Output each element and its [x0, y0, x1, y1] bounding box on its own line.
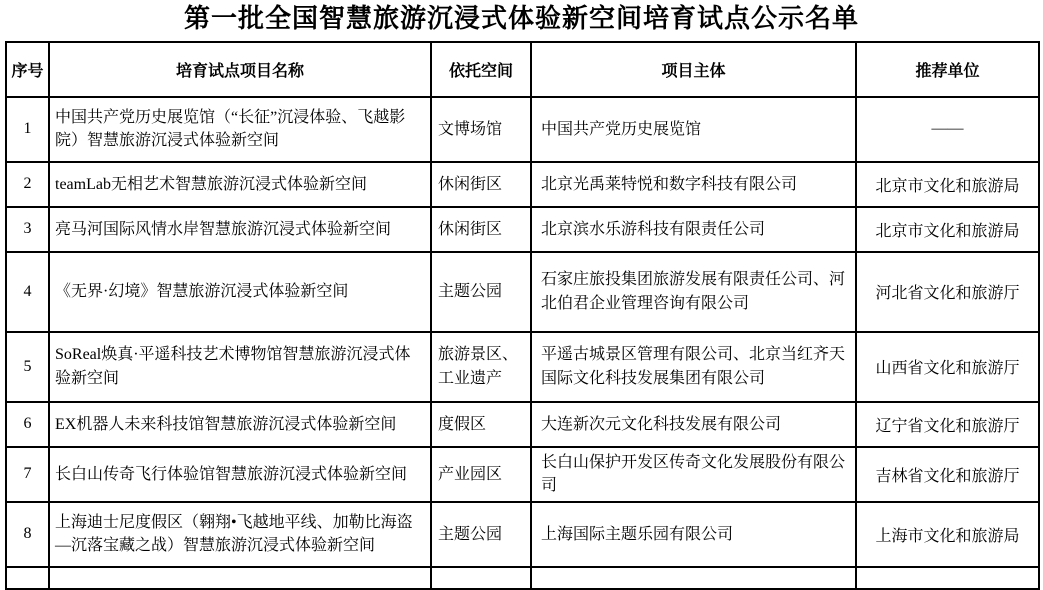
project-entity: 石家庄旅投集团旅游发展有限责任公司、河北伯君企业管理咨询有限公司 [531, 252, 856, 332]
row-number: 3 [6, 207, 49, 252]
header-space: 依托空间 [431, 42, 531, 97]
project-name: 长白山传奇飞行体验馆智慧旅游沉浸式体验新空间 [49, 447, 431, 502]
recommender: —— [856, 97, 1039, 162]
space-type [431, 567, 531, 589]
table-row-clipped [6, 567, 1039, 589]
row-number: 5 [6, 332, 49, 402]
table-row [6, 402, 1039, 447]
project-entity [531, 567, 856, 589]
project-entity: 上海国际主题乐园有限公司 [531, 502, 856, 567]
row-number: 4 [6, 252, 49, 332]
space-type: 旅游景区、工业遗产 [431, 332, 531, 402]
header-no: 序号 [6, 42, 49, 97]
space-type: 产业园区 [431, 447, 531, 502]
table-row [6, 447, 1039, 502]
pilot-list-table [5, 41, 1040, 590]
document-page [0, 5, 1043, 580]
recommender: 山西省文化和旅游厅 [856, 332, 1039, 402]
table-row [6, 252, 1039, 332]
project-name: teamLab无相艺术智慧旅游沉浸式体验新空间 [49, 162, 431, 207]
row-number: 8 [6, 502, 49, 567]
recommender [856, 567, 1039, 589]
header-row [6, 42, 1039, 97]
table-row [6, 162, 1039, 207]
project-name: 中国共产党历史展览馆（“长征”沉浸体验、飞越影院）智慧旅游沉浸式体验新空间 [49, 97, 431, 162]
recommender: 辽宁省文化和旅游厅 [856, 402, 1039, 447]
row-number: 6 [6, 402, 49, 447]
project-entity: 北京滨水乐游科技有限责任公司 [531, 207, 856, 252]
page-title: 第一批全国智慧旅游沉浸式体验新空间培育试点公示名单 [183, 4, 859, 33]
project-name: 《无界·幻境》智慧旅游沉浸式体验新空间 [49, 252, 431, 332]
recommender: 河北省文化和旅游厅 [856, 252, 1039, 332]
recommender: 吉林省文化和旅游厅 [856, 447, 1039, 502]
recommender: 北京市文化和旅游局 [856, 207, 1039, 252]
project-entity: 中国共产党历史展览馆 [531, 97, 856, 162]
space-type: 文博场馆 [431, 97, 531, 162]
project-entity: 长白山保护开发区传奇文化发展股份有限公司 [531, 447, 856, 502]
project-name: 亮马河国际风情水岸智慧旅游沉浸式体验新空间 [49, 207, 431, 252]
recommender: 北京市文化和旅游局 [856, 162, 1039, 207]
row-number: 2 [6, 162, 49, 207]
space-type: 主题公园 [431, 252, 531, 332]
space-type: 度假区 [431, 402, 531, 447]
recommender: 上海市文化和旅游局 [856, 502, 1039, 567]
table-row [6, 332, 1039, 402]
table-row [6, 502, 1039, 567]
table-row [6, 207, 1039, 252]
row-number: 7 [6, 447, 49, 502]
project-name: EX机器人未来科技馆智慧旅游沉浸式体验新空间 [49, 402, 431, 447]
space-type: 休闲街区 [431, 162, 531, 207]
header-project-name: 培育试点项目名称 [49, 42, 431, 97]
project-name: SoReal焕真·平遥科技艺术博物馆智慧旅游沉浸式体验新空间 [49, 332, 431, 402]
space-type: 休闲街区 [431, 207, 531, 252]
project-entity: 北京光禹莱特悦和数字科技有限公司 [531, 162, 856, 207]
header-entity: 项目主体 [531, 42, 856, 97]
project-entity: 平遥古城景区管理有限公司、北京当红齐天国际文化科技发展集团有限公司 [531, 332, 856, 402]
project-entity: 大连新次元文化科技发展有限公司 [531, 402, 856, 447]
project-name: 上海迪士尼度假区（翱翔•飞越地平线、加勒比海盗—沉落宝藏之战）智慧旅游沉浸式体验新空间 [49, 502, 431, 567]
project-name [49, 567, 431, 589]
row-number: 1 [6, 97, 49, 162]
row-number [6, 567, 49, 589]
table-row [6, 97, 1039, 162]
header-recommender: 推荐单位 [856, 42, 1039, 97]
space-type: 主题公园 [431, 502, 531, 567]
